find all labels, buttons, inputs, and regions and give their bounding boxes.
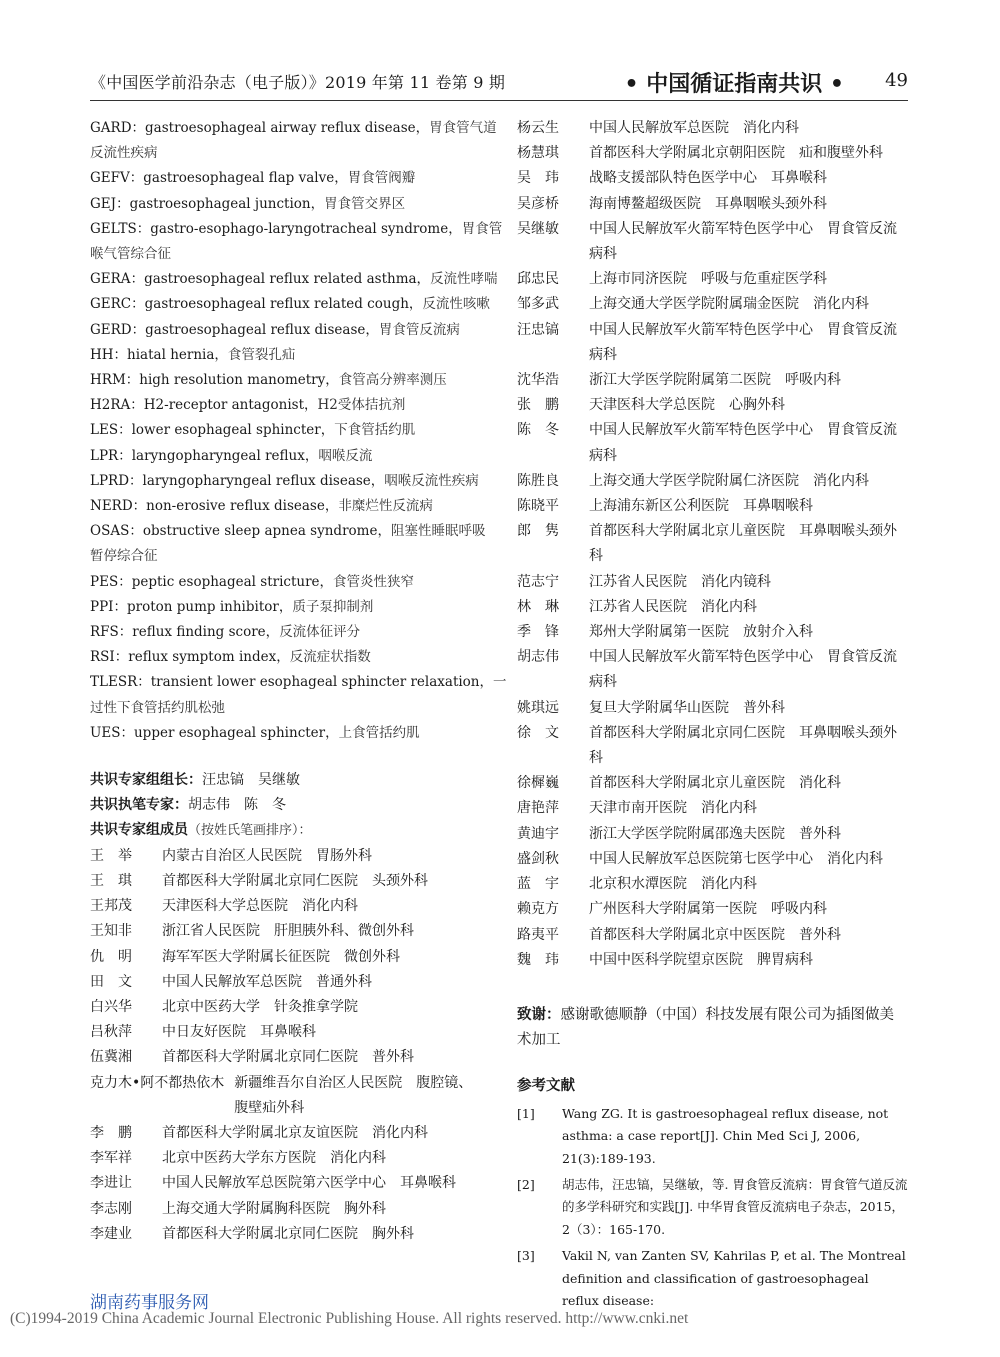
- abbreviation-term: NERD: [90, 498, 133, 515]
- expert-member: [517, 267, 908, 292]
- member-institution: 广州医科大学附属第一医院 呼吸内科: [589, 901, 827, 918]
- left-member-list: [90, 844, 482, 1247]
- reference-number: [3]: [517, 1248, 535, 1264]
- abbreviation-chinese: 咽喉反流: [318, 447, 373, 464]
- reference-item: [517, 1245, 908, 1312]
- member-institution: 北京中医药大学 针灸推拿学院: [162, 998, 358, 1015]
- abbreviation-chinese: 食管裂孔疝: [227, 346, 296, 363]
- abbreviation-item: GERC：gastroesophageal reflux related cough，反流性咳嗽: [90, 296, 490, 313]
- expert-member: [90, 894, 482, 919]
- member-institution: 首都医科大学附属北京儿童医院 消化科: [589, 775, 841, 792]
- abbreviation-term: TLESR: [90, 674, 138, 691]
- member-institution: 北京积水潭医院 消化内科: [589, 876, 757, 893]
- member-name: 王邦茂: [90, 898, 132, 915]
- abbreviation-chinese: 胃食管气道: [429, 120, 497, 136]
- abbreviation-term: HH: [90, 346, 114, 363]
- expert-member: [90, 1197, 482, 1222]
- leader-label: 共识专家组组长：: [90, 772, 202, 789]
- member-institution: 中国人民解放军火箭军特色医学中心 胃食管反流病科: [589, 321, 897, 363]
- member-name: 蓝 宇: [517, 876, 559, 893]
- expert-member: [90, 919, 482, 944]
- abbreviation-chinese: 胃食管反流病: [378, 321, 460, 338]
- abbreviation-english: gastroesophageal reflux related asthma，: [144, 271, 431, 288]
- expert-member: [517, 645, 908, 695]
- abbreviation-item: HH：hiatal hernia，食管裂孔疝: [90, 346, 296, 363]
- member-institution: 天津医科大学总医院 消化内科: [162, 898, 358, 915]
- abbreviation-term: GELTS: [90, 220, 137, 237]
- member-name: 邱忠民: [517, 271, 559, 288]
- member-institution: 中国人民解放军总医院 普通外科: [162, 973, 372, 990]
- member-institution: 江苏省人民医院 消化内科: [589, 598, 757, 615]
- expert-member: [517, 141, 908, 166]
- abbreviation-chinese: 暂停综合征: [90, 548, 158, 565]
- member-institution: 浙江省人民医院 肝胆胰外科、微创外科: [162, 923, 414, 940]
- member-name: 徐樨巍: [517, 775, 559, 792]
- abbreviation-item: HRM：high resolution manometry，食管高分辨率测压: [90, 372, 447, 389]
- abbreviation-term: GARD: [90, 120, 132, 136]
- abbreviation-item: [90, 544, 482, 569]
- member-name: 陈胜良: [517, 472, 559, 489]
- abbreviation-item: TLESR：transient lower esophageal sphincter relaxation，一: [90, 674, 507, 691]
- abbreviation-item: GERA：gastroesophageal reflux related asthma，反流性哮喘: [90, 271, 498, 288]
- member-name: 王 琪: [90, 872, 132, 889]
- member-institution: 上海交通大学附属胸科医院 胸外科: [162, 1200, 386, 1217]
- expert-member: [517, 166, 908, 191]
- member-name: 王 举: [90, 847, 132, 864]
- abbreviation-english: hiatal hernia，: [127, 346, 228, 363]
- member-institution: 郑州大学附属第一医院 放射介入科: [589, 624, 813, 641]
- reference-text: 胡志伟，汪忠镐，吴继敏，等. 胃食管反流病：胃食管气道反流的多学科研究和实践[J]. 中华胃食管反流病电子杂志，2015，2（3）：165-170.: [562, 1176, 908, 1237]
- member-institution: 海军军医大学附属长征医院 微创外科: [162, 948, 400, 965]
- member-institution: 北京中医药大学东方医院 消化内科: [162, 1150, 386, 1167]
- member-institution: 海南博鳌超级医院 耳鼻咽喉头颈外科: [589, 195, 827, 212]
- expert-member: [517, 368, 908, 393]
- abbreviation-english: reflux finding score，: [132, 624, 280, 641]
- abbreviation-english: gastroesophageal airway reflux disease，: [145, 120, 430, 136]
- member-name: 王知非: [90, 923, 132, 940]
- left-column: [90, 116, 507, 1247]
- expert-member: [517, 897, 908, 922]
- member-name: 李军祥: [90, 1150, 132, 1167]
- expert-member: [90, 1146, 482, 1171]
- member-name: 仇 明: [90, 948, 132, 965]
- member-name: 邹多武: [517, 296, 559, 313]
- members-note: （按姓氏笔画排序）：: [188, 823, 312, 839]
- member-name: 范志宁: [517, 573, 559, 590]
- abbreviation-item: GELTS：gastro-esophago-laryngotracheal syndrome，胃食管: [90, 220, 503, 237]
- abbreviation-item: OSAS：obstructive sleep apnea syndrome，阻塞性睡眠呼吸: [90, 523, 486, 540]
- member-institution: 复旦大学附属华山医院 普外科: [589, 699, 785, 716]
- abbreviation-english: proton pump inhibitor，: [127, 598, 293, 615]
- expert-leader-line: [90, 768, 482, 793]
- abbreviation-term: PPI: [90, 598, 114, 615]
- member-name: 林 琳: [517, 598, 559, 615]
- abbreviation-english: laryngopharyngeal reflux，: [131, 447, 319, 464]
- abbreviation-item: [90, 696, 482, 721]
- member-institution: 上海浦东新区公利医院 耳鼻咽喉科: [589, 498, 813, 515]
- abbreviation-english: H2-receptor antagonist，: [143, 397, 318, 414]
- abbreviation-item: [90, 242, 482, 267]
- expert-member: [517, 494, 908, 519]
- member-name: 姚琪远: [517, 699, 559, 716]
- member-institution: 江苏省人民医院 消化内镜科: [589, 573, 771, 590]
- member-name: 李志刚: [90, 1200, 132, 1217]
- expert-member: [517, 469, 908, 494]
- abbreviation-term: GERA: [90, 271, 131, 288]
- member-name: 李 鹏: [90, 1124, 132, 1141]
- member-name: 伍冀湘: [90, 1049, 132, 1066]
- reference-list: [517, 1103, 908, 1313]
- abbreviation-item: GERD：gastroesophageal reflux disease，胃食管反流病: [90, 321, 460, 338]
- abbreviation-chinese: 反流性疾病: [90, 145, 158, 162]
- abbreviation-term: H2RA: [90, 397, 131, 414]
- abbreviation-item: GEJ：gastroesophageal junction，胃食管交界区: [90, 195, 406, 212]
- abbreviation-english: upper esophageal sphincter，: [133, 724, 339, 741]
- expert-writer-line: [90, 793, 482, 818]
- abbreviation-item: NERD：non-erosive reflux disease，非糜烂性反流病: [90, 498, 433, 515]
- member-name: 沈华浩: [517, 372, 559, 389]
- journal-title: 《中国医学前沿杂志（电子版）》2019 年第 11 卷第 9 期: [90, 73, 506, 92]
- abbreviation-term: LES: [90, 422, 119, 439]
- abbreviation-item: H2RA：H2-receptor antagonist，H2受体拮抗剂: [90, 397, 406, 414]
- member-name: 季 锋: [517, 624, 559, 641]
- member-name: 盛剑秋: [517, 850, 559, 867]
- member-name: 魏 玮: [517, 951, 559, 968]
- abbreviation-chinese: 胃食管交界区: [324, 195, 406, 212]
- reference-item: [517, 1103, 908, 1170]
- expert-member: [517, 519, 908, 569]
- member-institution: 中国人民解放军火箭军特色医学中心 胃食管反流病科: [589, 422, 897, 464]
- abbreviation-chinese: 反流症状指数: [289, 649, 371, 666]
- copyright-footer: (C)1994-2019 China Academic Journal Electronic Publishing House. All rights reserved. http://www.cnki.net: [10, 1310, 689, 1327]
- member-name: 唐艳萍: [517, 800, 559, 817]
- member-institution: 上海交通大学医学院附属仁济医院 消化内科: [589, 472, 869, 489]
- abbreviation-item: LES：lower esophageal sphincter，下食管括约肌: [90, 422, 416, 439]
- abbreviation-term: HRM: [90, 372, 126, 389]
- member-name: 陈 冬: [517, 422, 559, 439]
- reference-text: Vakil N, van Zanten SV, Kahrilas P, et al. The Montreal definition and classification of gastroesophageal reflux disease:: [562, 1248, 906, 1308]
- abbreviation-english: non-erosive reflux disease，: [146, 498, 339, 515]
- page-number: 49: [885, 70, 908, 91]
- member-institution: 首都医科大学附属北京儿童医院 耳鼻咽喉头颈外科: [589, 523, 897, 565]
- member-institution: 上海市同济医院 呼吸与危重症医学科: [589, 271, 827, 288]
- abbreviation-term: LPRD: [90, 472, 130, 489]
- reference-text: Wang ZG. It is gastroesophageal reflux disease, not asthma: a case report[J]. Chin Med Sci J, 2006, 21(3):189-193.: [562, 1105, 889, 1166]
- abbreviation-chinese: 过性下食管括约肌松弛: [90, 699, 225, 716]
- abbreviation-english: high resolution manometry，: [139, 372, 339, 389]
- abbreviation-chinese: 下食管括约肌: [334, 422, 416, 439]
- abbreviation-english: obstructive sleep apnea syndrome，: [142, 523, 391, 540]
- member-institution: 上海交通大学医学院附属瑞金医院 消化内科: [589, 296, 869, 313]
- abbreviation-chinese: 反流性咳嗽: [422, 296, 490, 313]
- abbreviation-english: transient lower esophageal sphincter relaxation，: [150, 674, 494, 691]
- member-name: 张 鹏: [517, 397, 559, 414]
- abbreviation-english: peptic esophageal stricture，: [131, 573, 334, 590]
- member-institution: 中日友好医院 耳鼻喉科: [162, 1024, 316, 1041]
- member-institution: 浙江大学医学院附属邵逸夫医院 普外科: [589, 825, 841, 842]
- member-name: 吕秋萍: [90, 1024, 132, 1041]
- member-institution: 中国人民解放军火箭军特色医学中心 胃食管反流病科: [589, 649, 897, 691]
- member-institution: 首都医科大学附属北京中医医院 普外科: [589, 926, 841, 943]
- reference-number: [2]: [517, 1176, 535, 1192]
- member-name: 胡志伟: [517, 649, 559, 666]
- member-name: 徐 文: [517, 724, 559, 741]
- member-institution: 新疆维吾尔自治区人民医院 腹腔镜、腹壁疝外科: [234, 1074, 473, 1116]
- abbreviation-chinese: 一: [493, 674, 507, 691]
- abbreviation-chinese: 上食管括约肌: [338, 724, 420, 741]
- member-institution: 首都医科大学附属北京同仁医院 普外科: [162, 1049, 414, 1066]
- acknowledgment: [517, 1003, 908, 1054]
- abbreviation-chinese: 食管炎性狭窄: [333, 573, 415, 590]
- abbreviation-term: LPR: [90, 447, 119, 464]
- member-name: 杨云生: [517, 120, 559, 136]
- member-name: 赖克方: [517, 901, 559, 918]
- abbreviation-chinese: 咽喉反流性疾病: [384, 472, 479, 489]
- expert-member: [90, 844, 482, 869]
- abbreviation-term: GEJ: [90, 195, 117, 212]
- abbreviation-english: gastroesophageal junction，: [129, 195, 325, 212]
- expert-member: [90, 970, 482, 995]
- member-name: 克力木•阿不都热依木: [90, 1074, 225, 1091]
- page-header: [90, 64, 908, 101]
- member-institution: 中国人民解放军火箭军特色医学中心 胃食管反流病科: [589, 220, 897, 263]
- expert-member: [90, 1020, 482, 1045]
- expert-member: [517, 393, 908, 418]
- abbreviation-term: UES: [90, 724, 121, 741]
- abbreviation-item: GEFV：gastroesophageal flap valve，胃食管阀瓣: [90, 170, 416, 187]
- abbreviation-chinese: 非糜烂性反流病: [338, 498, 433, 515]
- abbreviation-term: RSI: [90, 649, 115, 666]
- abbreviation-english: gastroesophageal flap valve，: [143, 170, 348, 187]
- expert-member: [517, 923, 908, 948]
- abbreviation-term: PES: [90, 573, 119, 590]
- abbreviation-chinese: 胃食管阀瓣: [347, 170, 416, 187]
- expert-member: [90, 869, 482, 894]
- member-name: 黄迪宇: [517, 825, 559, 842]
- expert-member: [90, 1222, 482, 1247]
- member-institution: 首都医科大学附属北京友谊医院 消化内科: [162, 1124, 428, 1141]
- member-name: 路夷平: [517, 926, 559, 943]
- ack-text: 感谢歌德顺静（中国）科技发展有限公司为插图做美术加工: [517, 1006, 894, 1049]
- expert-member: [517, 292, 908, 317]
- member-name: 吴彦桥: [517, 195, 559, 212]
- abbreviation-term: OSAS: [90, 523, 130, 540]
- member-institution: 天津医科大学总医院 心胸外科: [589, 397, 785, 414]
- expert-members-line: [90, 818, 482, 843]
- abbreviation-english: gastroesophageal reflux related cough，: [144, 296, 423, 313]
- member-institution: 浙江大学医学院附属第二医院 呼吸内科: [589, 372, 841, 389]
- expert-member: [517, 948, 908, 973]
- abbreviation-item: RFS：reflux finding score，反流体征评分: [90, 624, 361, 641]
- abbreviation-english: reflux symptom index，: [128, 649, 290, 666]
- expert-member: [517, 620, 908, 645]
- abbreviation-chinese: 反流性哮喘: [430, 271, 498, 288]
- right-column: [517, 116, 908, 1312]
- abbreviation-term: GEFV: [90, 170, 130, 187]
- abbreviation-item: LPR：laryngopharyngeal reflux，咽喉反流: [90, 447, 373, 464]
- expert-member: [517, 318, 908, 368]
- references-title: 参考文献: [517, 1077, 575, 1094]
- member-institution: 战略支援部队特色医学中心 耳鼻喉科: [589, 170, 827, 187]
- expert-member: [90, 1121, 482, 1146]
- member-name: 李建业: [90, 1225, 132, 1242]
- expert-member: [517, 771, 908, 796]
- abbreviation-item: PPI：proton pump inhibitor，质子泵抑制剂: [90, 598, 374, 615]
- member-institution: 首都医科大学附属北京同仁医院 头颈外科: [162, 872, 428, 889]
- expert-member: [517, 822, 908, 847]
- members-label: 共识专家组成员: [90, 822, 188, 839]
- member-name: 陈晓平: [517, 498, 559, 515]
- abbreviation-chinese: 质子泵抑制剂: [292, 598, 374, 615]
- abbreviation-list: [90, 116, 507, 746]
- member-institution: 首都医科大学附属北京同仁医院 胸外科: [162, 1225, 414, 1242]
- abbreviation-item: RSI：reflux symptom index，反流症状指数: [90, 649, 371, 666]
- member-name: 李进让: [90, 1175, 132, 1192]
- expert-member: [517, 796, 908, 821]
- reference-item: [517, 1174, 908, 1241]
- expert-member: [90, 995, 482, 1020]
- writer-names: 胡志伟 陈 冬: [188, 797, 286, 814]
- abbreviation-chinese: 食管高分辨率测压: [338, 372, 447, 389]
- abbreviation-term: GERC: [90, 296, 132, 313]
- abbreviation-item: PES：peptic esophageal stricture，食管炎性狭窄: [90, 573, 415, 590]
- expert-member: [517, 192, 908, 217]
- member-institution: 中国人民解放军总医院第七医学中心 消化内科: [589, 850, 883, 867]
- watermark-text: 湖南药事服务网: [90, 1293, 209, 1313]
- abbreviation-item: [90, 141, 482, 166]
- member-institution: 内蒙古自治区人民医院 胃肠外科: [162, 847, 372, 864]
- member-name: 郎 隽: [517, 523, 559, 540]
- abbreviation-item: LPRD：laryngopharyngeal reflux disease，咽喉反流性疾病: [90, 472, 479, 489]
- member-name: 汪忠镐: [517, 321, 559, 338]
- expert-member: [90, 1171, 482, 1196]
- expert-member: [517, 418, 908, 468]
- abbreviation-english: gastroesophageal reflux disease，: [145, 321, 379, 338]
- member-name: 吴继敏: [517, 220, 559, 237]
- member-institution: 天津市南开医院 消化内科: [589, 800, 757, 817]
- abbreviation-english: laryngopharyngeal reflux disease，: [142, 472, 385, 489]
- abbreviation-item: UES：upper esophageal sphincter，上食管括约肌: [90, 724, 420, 741]
- reference-number: [1]: [517, 1105, 535, 1121]
- member-name: 吴 玮: [517, 170, 559, 187]
- expert-member: [517, 570, 908, 595]
- expert-member: [90, 1071, 482, 1121]
- expert-member: [90, 945, 482, 970]
- abbreviation-term: RFS: [90, 624, 119, 641]
- member-institution: 中国人民解放军总医院 消化内科: [589, 120, 799, 136]
- expert-member: [517, 595, 908, 620]
- expert-member: [517, 721, 908, 771]
- member-institution: 中国中医科学院望京医院 脾胃病科: [589, 951, 813, 968]
- abbreviation-chinese: 阻塞性睡眠呼吸: [390, 523, 486, 540]
- member-name: 杨慧琪: [517, 145, 559, 162]
- expert-member: [517, 116, 908, 141]
- expert-group: [90, 768, 482, 1247]
- right-member-list: [517, 116, 908, 973]
- writer-label: 共识执笔专家：: [90, 797, 188, 814]
- expert-member: [517, 696, 908, 721]
- member-institution: 首都医科大学附属北京同仁医院 耳鼻咽喉头颈外科: [589, 724, 897, 767]
- abbreviation-chinese: 胃食管: [461, 220, 503, 237]
- expert-member: [517, 847, 908, 872]
- abbreviation-item: GARD：gastroesophageal airway reflux disease，胃食管气道: [90, 120, 497, 136]
- member-institution: 首都医科大学附属北京朝阳医院 疝和腹壁外科: [589, 145, 883, 162]
- member-institution: 中国人民解放军总医院第六医学中心 耳鼻喉科: [162, 1175, 456, 1192]
- abbreviation-english: gastro-esophago-laryngotracheal syndrome，: [150, 220, 462, 237]
- abbreviation-english: lower esophageal sphincter，: [131, 422, 335, 439]
- expert-member: [517, 872, 908, 897]
- expert-member: [517, 217, 908, 267]
- abbreviation-chinese: 反流体征评分: [279, 624, 361, 641]
- ack-label: 致谢：: [517, 1006, 561, 1023]
- abbreviation-chinese: H2受体拮抗剂: [317, 397, 406, 414]
- abbreviation-chinese: 喉气管综合征: [90, 246, 171, 263]
- leader-names: 汪忠镐 吴继敏: [202, 772, 300, 789]
- member-name: 田 文: [90, 973, 132, 990]
- expert-member: [90, 1045, 482, 1070]
- section-title: • 中国循证指南共识 •: [624, 72, 844, 97]
- member-name: 白兴华: [90, 998, 132, 1015]
- abbreviation-term: GERD: [90, 321, 132, 338]
